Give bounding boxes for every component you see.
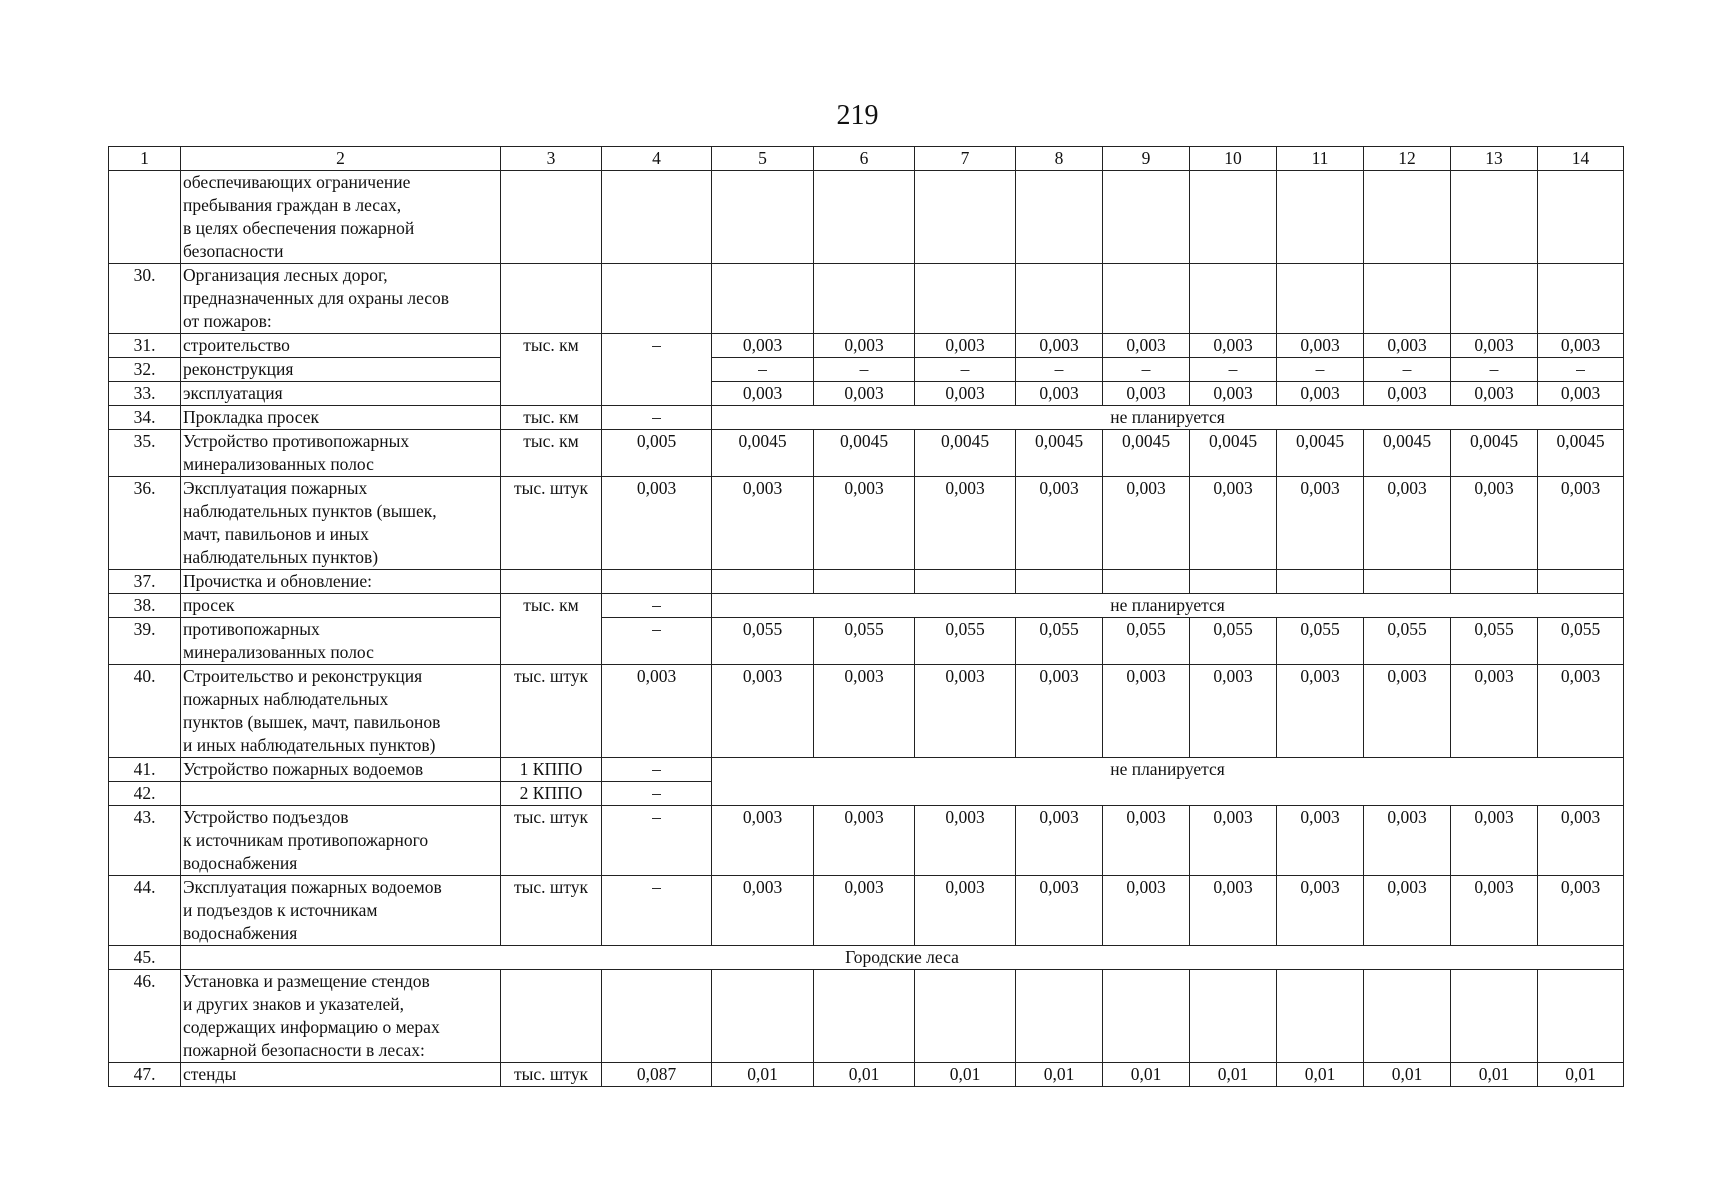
value-cell-col-9: 0,003 xyxy=(1103,876,1190,946)
value-cell-col-13: 0,055 xyxy=(1451,618,1538,665)
empty-cell-col-7 xyxy=(915,570,1016,594)
unit-cell xyxy=(501,171,602,264)
measure-name-line: Организация лесных дорог, xyxy=(183,265,388,285)
value-cell-col-5: 0,003 xyxy=(712,477,814,570)
empty-cell-col-13 xyxy=(1451,570,1538,594)
base-value-cell: – xyxy=(602,806,712,876)
row-number: 32. xyxy=(109,358,181,382)
empty-cell-col-6 xyxy=(814,570,915,594)
value-cell-col-11: – xyxy=(1277,358,1364,382)
empty-cell-col-14 xyxy=(1538,264,1624,334)
empty-cell-col-8 xyxy=(1016,264,1103,334)
unit-cell: тыс. штук xyxy=(501,1063,602,1087)
measure-name xyxy=(181,970,501,1063)
empty-cell-col-6 xyxy=(814,264,915,334)
unit-cell: 1 КППО xyxy=(501,758,602,782)
value-cell-col-8: 0,003 xyxy=(1016,382,1103,406)
unit-cell: тыс. км xyxy=(501,594,602,665)
measure-name-line: и других знаков и указателей, xyxy=(183,994,405,1014)
value-cell-col-5: – xyxy=(712,358,814,382)
value-cell-col-11: 0,055 xyxy=(1277,618,1364,665)
measure-name-line: пожарных наблюдательных xyxy=(183,689,389,709)
empty-cell-col-14 xyxy=(1538,970,1624,1063)
value-cell-col-8: 0,003 xyxy=(1016,665,1103,758)
value-cell-col-8: 0,055 xyxy=(1016,618,1103,665)
empty-cell-col-8 xyxy=(1016,570,1103,594)
empty-cell-col-9 xyxy=(1103,264,1190,334)
unit-cell: тыс. штук xyxy=(501,876,602,946)
value-cell-col-7: 0,003 xyxy=(915,876,1016,946)
value-cell-col-5: 0,003 xyxy=(712,665,814,758)
base-value-cell: – xyxy=(602,758,712,782)
value-cell-col-12: 0,003 xyxy=(1364,334,1451,358)
base-value-cell: – xyxy=(602,334,712,406)
value-cell-col-6: 0,003 xyxy=(814,806,915,876)
measure-name xyxy=(181,594,501,618)
value-cell-col-13: 0,0045 xyxy=(1451,430,1538,477)
value-cell-col-7: 0,003 xyxy=(915,334,1016,358)
base-value-cell: 0,005 xyxy=(602,430,712,477)
unit-cell: тыс. км xyxy=(501,334,602,406)
table-row xyxy=(109,570,1624,594)
section-title: Городские леса xyxy=(181,946,1624,970)
unit-cell: 2 КППО xyxy=(501,782,602,806)
value-cell-col-13: 0,003 xyxy=(1451,334,1538,358)
value-cell-col-11: 0,003 xyxy=(1277,382,1364,406)
value-cell-col-10: 0,003 xyxy=(1190,876,1277,946)
table-row xyxy=(109,264,1624,334)
base-value-cell xyxy=(602,264,712,334)
value-cell-col-8: 0,01 xyxy=(1016,1063,1103,1087)
measure-name-line: пунктов (вышек, мачт, павильонов xyxy=(183,712,441,732)
measure-name-line: просек xyxy=(183,595,235,615)
measure-name xyxy=(181,477,501,570)
value-cell-col-8: 0,003 xyxy=(1016,477,1103,570)
measure-name xyxy=(181,171,501,264)
measure-name-line: и подъездов к источникам xyxy=(183,900,378,920)
empty-cell-col-5 xyxy=(712,570,814,594)
value-cell-col-5: 0,003 xyxy=(712,382,814,406)
base-value-cell: – xyxy=(602,782,712,806)
value-cell-col-13: 0,003 xyxy=(1451,477,1538,570)
value-cell-col-14: 0,055 xyxy=(1538,618,1624,665)
column-number-1: 1 xyxy=(109,147,181,171)
column-number-13: 13 xyxy=(1451,147,1538,171)
row-number: 39. xyxy=(109,618,181,665)
empty-cell-col-12 xyxy=(1364,570,1451,594)
value-cell-col-12: 0,0045 xyxy=(1364,430,1451,477)
empty-cell-col-11 xyxy=(1277,970,1364,1063)
value-cell-col-6: 0,003 xyxy=(814,334,915,358)
measure-name-line: от пожаров: xyxy=(183,311,272,331)
row-number: 31. xyxy=(109,334,181,358)
row-number: 40. xyxy=(109,665,181,758)
table-row xyxy=(109,665,1624,758)
measure-name-line: Эксплуатация пожарных водоемов xyxy=(183,877,442,897)
value-cell-col-5: 0,055 xyxy=(712,618,814,665)
value-cell-col-13: 0,003 xyxy=(1451,382,1538,406)
measure-name-line: Устройство подъездов xyxy=(183,807,349,827)
value-cell-col-9: 0,003 xyxy=(1103,334,1190,358)
column-number-10: 10 xyxy=(1190,147,1277,171)
value-cell-col-6: 0,003 xyxy=(814,665,915,758)
empty-cell-col-14 xyxy=(1538,171,1624,264)
table-row xyxy=(109,876,1624,946)
measure-name xyxy=(181,382,501,406)
empty-cell-col-8 xyxy=(1016,171,1103,264)
row-number: 44. xyxy=(109,876,181,946)
base-value-cell: – xyxy=(602,594,712,618)
table-row xyxy=(109,594,1624,618)
row-number: 34. xyxy=(109,406,181,430)
value-cell-col-9: 0,003 xyxy=(1103,477,1190,570)
column-number-12: 12 xyxy=(1364,147,1451,171)
measure-name-line: Устройство противопожарных xyxy=(183,431,410,451)
row-number: 46. xyxy=(109,970,181,1063)
row-number: 30. xyxy=(109,264,181,334)
value-cell-col-6: 0,003 xyxy=(814,477,915,570)
measure-name-line: Устройство пожарных водоемов xyxy=(183,759,424,779)
value-cell-col-7: – xyxy=(915,358,1016,382)
value-cell-col-7: 0,003 xyxy=(915,665,1016,758)
table-row xyxy=(109,406,1624,430)
value-cell-col-12: – xyxy=(1364,358,1451,382)
value-cell-col-13: 0,003 xyxy=(1451,876,1538,946)
value-cell-col-11: 0,0045 xyxy=(1277,430,1364,477)
base-value-cell xyxy=(602,570,712,594)
value-cell-col-12: 0,055 xyxy=(1364,618,1451,665)
measure-name-line: строительство xyxy=(183,335,290,355)
value-cell-col-14: 0,003 xyxy=(1538,806,1624,876)
table-row xyxy=(109,171,1624,264)
unit-cell: тыс. штук xyxy=(501,806,602,876)
value-cell-col-5: 0,003 xyxy=(712,334,814,358)
value-cell-col-13: 0,003 xyxy=(1451,665,1538,758)
row-number: 42. xyxy=(109,782,181,806)
measure-name-line: наблюдательных пунктов (вышек, xyxy=(183,501,437,521)
value-cell-col-7: 0,01 xyxy=(915,1063,1016,1087)
value-cell-col-11: 0,003 xyxy=(1277,876,1364,946)
empty-cell-col-13 xyxy=(1451,171,1538,264)
value-cell-col-12: 0,003 xyxy=(1364,806,1451,876)
measure-name-line: реконструкция xyxy=(183,359,294,379)
value-cell-col-7: 0,003 xyxy=(915,382,1016,406)
measure-name xyxy=(181,806,501,876)
table-row xyxy=(109,758,1624,782)
empty-cell-col-12 xyxy=(1364,264,1451,334)
row-number: 41. xyxy=(109,758,181,782)
column-number-5: 5 xyxy=(712,147,814,171)
empty-cell-col-13 xyxy=(1451,264,1538,334)
value-cell-col-7: 0,003 xyxy=(915,806,1016,876)
column-number-11: 11 xyxy=(1277,147,1364,171)
column-number-14: 14 xyxy=(1538,147,1624,171)
base-value-cell: – xyxy=(602,618,712,665)
empty-cell-col-14 xyxy=(1538,570,1624,594)
measure-name xyxy=(181,406,501,430)
column-number-3: 3 xyxy=(501,147,602,171)
value-cell-col-8: – xyxy=(1016,358,1103,382)
column-number-4: 4 xyxy=(602,147,712,171)
measure-name-line: и иных наблюдательных пунктов) xyxy=(183,735,436,755)
value-cell-col-10: 0,0045 xyxy=(1190,430,1277,477)
measure-name xyxy=(181,264,501,334)
value-cell-col-9: 0,003 xyxy=(1103,806,1190,876)
measure-name-line: к источникам противопожарного xyxy=(183,830,429,850)
measure-name-line: наблюдательных пунктов) xyxy=(183,547,379,567)
measure-name xyxy=(181,618,501,665)
empty-cell-col-11 xyxy=(1277,570,1364,594)
value-cell-col-11: 0,003 xyxy=(1277,477,1364,570)
value-cell-col-10: – xyxy=(1190,358,1277,382)
empty-cell-col-7 xyxy=(915,171,1016,264)
measure-name-line: стенды xyxy=(183,1064,237,1084)
table-row xyxy=(109,382,1624,406)
empty-cell-col-12 xyxy=(1364,970,1451,1063)
value-cell-col-7: 0,003 xyxy=(915,477,1016,570)
value-cell-col-5: 0,003 xyxy=(712,876,814,946)
measure-name-line: мачт, павильонов и иных xyxy=(183,524,369,544)
value-cell-col-9: 0,01 xyxy=(1103,1063,1190,1087)
value-cell-col-6: 0,0045 xyxy=(814,430,915,477)
value-cell-col-13: 0,01 xyxy=(1451,1063,1538,1087)
unit-cell xyxy=(501,970,602,1063)
measure-name-line: Строительство и реконструкция xyxy=(183,666,423,686)
base-value-cell: 0,003 xyxy=(602,665,712,758)
empty-cell-col-9 xyxy=(1103,171,1190,264)
unit-cell xyxy=(501,570,602,594)
measure-name-line: минерализованных полос xyxy=(183,454,374,474)
value-cell-col-14: 0,003 xyxy=(1538,382,1624,406)
base-value-cell xyxy=(602,970,712,1063)
value-cell-col-14: 0,003 xyxy=(1538,876,1624,946)
value-cell-col-14: – xyxy=(1538,358,1624,382)
value-cell-col-14: 0,0045 xyxy=(1538,430,1624,477)
measure-name-line: водоснабжения xyxy=(183,923,298,943)
row-number: 45. xyxy=(109,946,181,970)
measure-name-line: минерализованных полос xyxy=(183,642,374,662)
unit-cell: тыс. штук xyxy=(501,665,602,758)
table-row xyxy=(109,946,1624,970)
measure-name xyxy=(181,430,501,477)
value-cell-col-10: 0,003 xyxy=(1190,382,1277,406)
measure-name-line: Прочистка и обновление: xyxy=(183,571,373,591)
empty-cell-col-8 xyxy=(1016,970,1103,1063)
unit-cell: тыс. штук xyxy=(501,477,602,570)
empty-cell-col-7 xyxy=(915,970,1016,1063)
base-value-cell xyxy=(602,171,712,264)
column-number-2: 2 xyxy=(181,147,501,171)
table-row xyxy=(109,334,1624,358)
value-cell-col-10: 0,003 xyxy=(1190,665,1277,758)
measure-name-line: водоснабжения xyxy=(183,853,298,873)
measure-name-line: пожарной безопасности в лесах: xyxy=(183,1040,425,1060)
row-number: 33. xyxy=(109,382,181,406)
empty-cell-col-9 xyxy=(1103,570,1190,594)
value-cell-col-10: 0,003 xyxy=(1190,477,1277,570)
unit-cell xyxy=(501,264,602,334)
value-cell-col-8: 0,003 xyxy=(1016,334,1103,358)
value-cell-col-6: 0,055 xyxy=(814,618,915,665)
measure-name xyxy=(181,334,501,358)
row-number: 37. xyxy=(109,570,181,594)
value-cell-col-14: 0,003 xyxy=(1538,665,1624,758)
value-cell-col-9: 0,055 xyxy=(1103,618,1190,665)
empty-cell-col-10 xyxy=(1190,171,1277,264)
measure-name-line: эксплуатация xyxy=(183,383,283,403)
empty-cell-col-10 xyxy=(1190,570,1277,594)
table-row xyxy=(109,430,1624,477)
measure-name xyxy=(181,876,501,946)
empty-cell-col-9 xyxy=(1103,970,1190,1063)
empty-cell-col-7 xyxy=(915,264,1016,334)
measure-name-line: Прокладка просек xyxy=(183,407,319,427)
value-cell-col-13: – xyxy=(1451,358,1538,382)
column-number-9: 9 xyxy=(1103,147,1190,171)
value-cell-col-6: 0,003 xyxy=(814,382,915,406)
empty-cell-col-6 xyxy=(814,970,915,1063)
measure-name xyxy=(181,758,501,782)
measure-name xyxy=(181,1063,501,1087)
measure-name xyxy=(181,570,501,594)
value-cell-col-11: 0,003 xyxy=(1277,334,1364,358)
empty-cell-col-11 xyxy=(1277,171,1364,264)
row-number xyxy=(109,171,181,264)
value-cell-col-6: 0,003 xyxy=(814,876,915,946)
empty-cell-col-11 xyxy=(1277,264,1364,334)
row-number: 43. xyxy=(109,806,181,876)
measure-name-line: содержащих информацию о мерах xyxy=(183,1017,440,1037)
empty-cell-col-5 xyxy=(712,171,814,264)
value-cell-col-6: – xyxy=(814,358,915,382)
table-row xyxy=(109,806,1624,876)
column-number-8: 8 xyxy=(1016,147,1103,171)
measure-name-line: Установка и размещение стендов xyxy=(183,971,430,991)
value-cell-col-11: 0,003 xyxy=(1277,806,1364,876)
value-cell-col-13: 0,003 xyxy=(1451,806,1538,876)
measure-name-line: обеспечивающих ограничение xyxy=(183,172,411,192)
value-cell-col-8: 0,0045 xyxy=(1016,430,1103,477)
value-cell-col-12: 0,003 xyxy=(1364,876,1451,946)
value-cell-col-12: 0,003 xyxy=(1364,665,1451,758)
page-number: 219 xyxy=(836,100,879,131)
table-row xyxy=(109,477,1624,570)
value-cell-col-8: 0,003 xyxy=(1016,876,1103,946)
forest-fire-measures-table xyxy=(108,146,1624,1087)
value-cell-col-10: 0,003 xyxy=(1190,806,1277,876)
value-cell-col-8: 0,003 xyxy=(1016,806,1103,876)
value-cell-col-10: 0,003 xyxy=(1190,334,1277,358)
table-row xyxy=(109,970,1624,1063)
value-cell-col-12: 0,003 xyxy=(1364,477,1451,570)
empty-cell-col-5 xyxy=(712,970,814,1063)
value-cell-col-11: 0,01 xyxy=(1277,1063,1364,1087)
base-value-cell: 0,087 xyxy=(602,1063,712,1087)
empty-cell-col-13 xyxy=(1451,970,1538,1063)
column-number-6: 6 xyxy=(814,147,915,171)
value-cell-col-10: 0,01 xyxy=(1190,1063,1277,1087)
not-planned-note: не планируется xyxy=(712,406,1624,430)
measure-name xyxy=(181,665,501,758)
table-row xyxy=(109,618,1624,665)
measure-name xyxy=(181,358,501,382)
empty-cell-col-6 xyxy=(814,171,915,264)
row-number: 38. xyxy=(109,594,181,618)
value-cell-col-7: 0,0045 xyxy=(915,430,1016,477)
column-number-row xyxy=(109,147,1624,171)
column-number-7: 7 xyxy=(915,147,1016,171)
measure-name-line: пребывания граждан в лесах, xyxy=(183,195,402,215)
value-cell-col-11: 0,003 xyxy=(1277,665,1364,758)
unit-cell: тыс. км xyxy=(501,406,602,430)
not-planned-note: не планируется xyxy=(712,758,1624,806)
table-row xyxy=(109,358,1624,382)
value-cell-col-7: 0,055 xyxy=(915,618,1016,665)
table-row xyxy=(109,1063,1624,1087)
value-cell-col-14: 0,003 xyxy=(1538,477,1624,570)
value-cell-col-5: 0,01 xyxy=(712,1063,814,1087)
value-cell-col-5: 0,003 xyxy=(712,806,814,876)
empty-cell-col-5 xyxy=(712,264,814,334)
row-number: 36. xyxy=(109,477,181,570)
value-cell-col-12: 0,01 xyxy=(1364,1063,1451,1087)
unit-cell: тыс. км xyxy=(501,430,602,477)
measure-name-line: предназначенных для охраны лесов xyxy=(183,288,450,308)
base-value-cell: 0,003 xyxy=(602,477,712,570)
measure-name-line: в целях обеспечения пожарной xyxy=(183,218,415,238)
measure-name-line: противопожарных xyxy=(183,619,320,639)
value-cell-col-9: 0,003 xyxy=(1103,665,1190,758)
measure-name-line: Эксплуатация пожарных xyxy=(183,478,368,498)
base-value-cell: – xyxy=(602,406,712,430)
value-cell-col-12: 0,003 xyxy=(1364,382,1451,406)
measure-name xyxy=(181,782,501,806)
not-planned-note: не планируется xyxy=(712,594,1624,618)
value-cell-col-9: 0,0045 xyxy=(1103,430,1190,477)
base-value-cell: – xyxy=(602,876,712,946)
value-cell-col-14: 0,003 xyxy=(1538,334,1624,358)
row-number: 47. xyxy=(109,1063,181,1087)
empty-cell-col-12 xyxy=(1364,171,1451,264)
empty-cell-col-10 xyxy=(1190,264,1277,334)
value-cell-col-10: 0,055 xyxy=(1190,618,1277,665)
row-number: 35. xyxy=(109,430,181,477)
value-cell-col-9: 0,003 xyxy=(1103,382,1190,406)
empty-cell-col-10 xyxy=(1190,970,1277,1063)
value-cell-col-14: 0,01 xyxy=(1538,1063,1624,1087)
value-cell-col-5: 0,0045 xyxy=(712,430,814,477)
value-cell-col-6: 0,01 xyxy=(814,1063,915,1087)
measure-name-line: безопасности xyxy=(183,241,284,261)
value-cell-col-9: – xyxy=(1103,358,1190,382)
